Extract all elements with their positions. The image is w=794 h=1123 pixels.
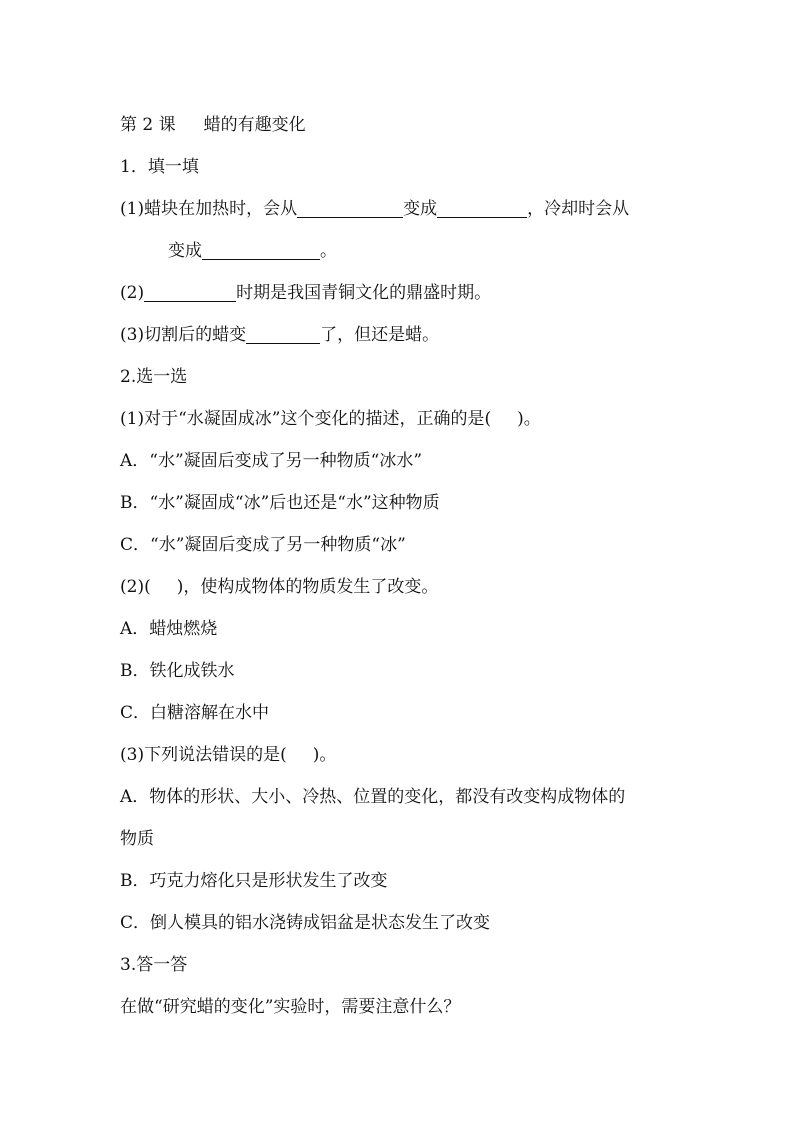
- choice-question-2-option-b: B．铁化成铁水: [120, 661, 235, 681]
- fill-question-1-text-a: (1)蜡块在加热时，会从: [120, 199, 298, 219]
- fill-question-1-text-d: 变成: [168, 241, 202, 261]
- choice-question-3-stem-text: (3)下列说法错误的是(: [120, 745, 287, 765]
- fill-question-1: [120, 188, 680, 230]
- choice-question-2-stem-text: )，使构成物体的物质发生了改变。: [176, 577, 439, 597]
- fill-question-3-text-b: 了，但还是蜡。: [320, 325, 440, 345]
- section-1-heading: 1．填一填: [120, 157, 199, 177]
- fill-question-1-continued: [120, 230, 680, 272]
- choice-question-2-stem-start: (2)(: [120, 577, 151, 597]
- fill-question-1-text-b: 变成: [403, 199, 438, 219]
- fill-question-3: [120, 314, 680, 356]
- choice-question-1-option-a: A．“水”凝固后变成了另一种物质“冰水”: [120, 451, 423, 471]
- choice-question-1-option-b: B．“水”凝固成“冰”后也还是“水”这种物质: [120, 493, 440, 513]
- answer-blank-4[interactable]: [144, 279, 236, 302]
- choice-question-3-option-a-line2: 物质: [120, 829, 154, 849]
- answer-blank-3[interactable]: [202, 237, 320, 260]
- choice-question-3-option-b: B．巧克力熔化只是形状发生了改变: [120, 871, 388, 891]
- answer-question-1: 在做“研究蜡的变化”实验时，需要注意什么？: [120, 997, 461, 1017]
- choice-question-3-stem-end: )。: [312, 745, 337, 765]
- lesson-title: [120, 104, 680, 146]
- section-3-heading: 3.答一答: [120, 955, 188, 975]
- answer-blank-2[interactable]: [437, 195, 527, 218]
- choice-question-2-option-a: A．蜡烛燃烧: [120, 619, 218, 639]
- fill-question-2-number: (2): [120, 283, 145, 303]
- fill-question-1-text-c: ，冷却时会从: [527, 199, 630, 219]
- choice-question-3-option-c: C．倒人模具的铝水浇铸成铝盆是状态发生了改变: [120, 913, 491, 933]
- choice-question-1-stem: [120, 398, 680, 440]
- fill-question-1-text-e: 。: [320, 241, 337, 261]
- worksheet-content: [120, 104, 680, 1028]
- choice-question-3-option-a-line1: A．物体的形状、大小、冷热、位置的变化，都没有改变构成物体的: [120, 787, 626, 807]
- choice-question-1-stem-text: (1)对于“水凝固成冰”这个变化的描述，正确的是(: [120, 409, 492, 429]
- lesson-name: 蜡的有趣变化: [203, 115, 306, 135]
- fill-question-2: [120, 272, 680, 314]
- answer-blank-5[interactable]: [246, 321, 320, 344]
- lesson-number: 第 2 课: [120, 115, 176, 135]
- section-2-heading: 2.选一选: [120, 367, 188, 387]
- fill-question-3-text-a: (3)切割后的蜡变: [120, 325, 247, 345]
- choice-question-1-stem-end: )。: [517, 409, 541, 429]
- choice-question-2-option-c: C．白糖溶解在水中: [120, 703, 270, 723]
- fill-question-2-text: 时期是我国青铜文化的鼎盛时期。: [236, 283, 492, 303]
- answer-blank-1[interactable]: [297, 195, 403, 218]
- choice-question-2-stem: [120, 566, 680, 608]
- choice-question-1-option-c: C．“水”凝固后变成了另一种物质“冰”: [120, 535, 406, 555]
- choice-question-3-stem: [120, 734, 680, 776]
